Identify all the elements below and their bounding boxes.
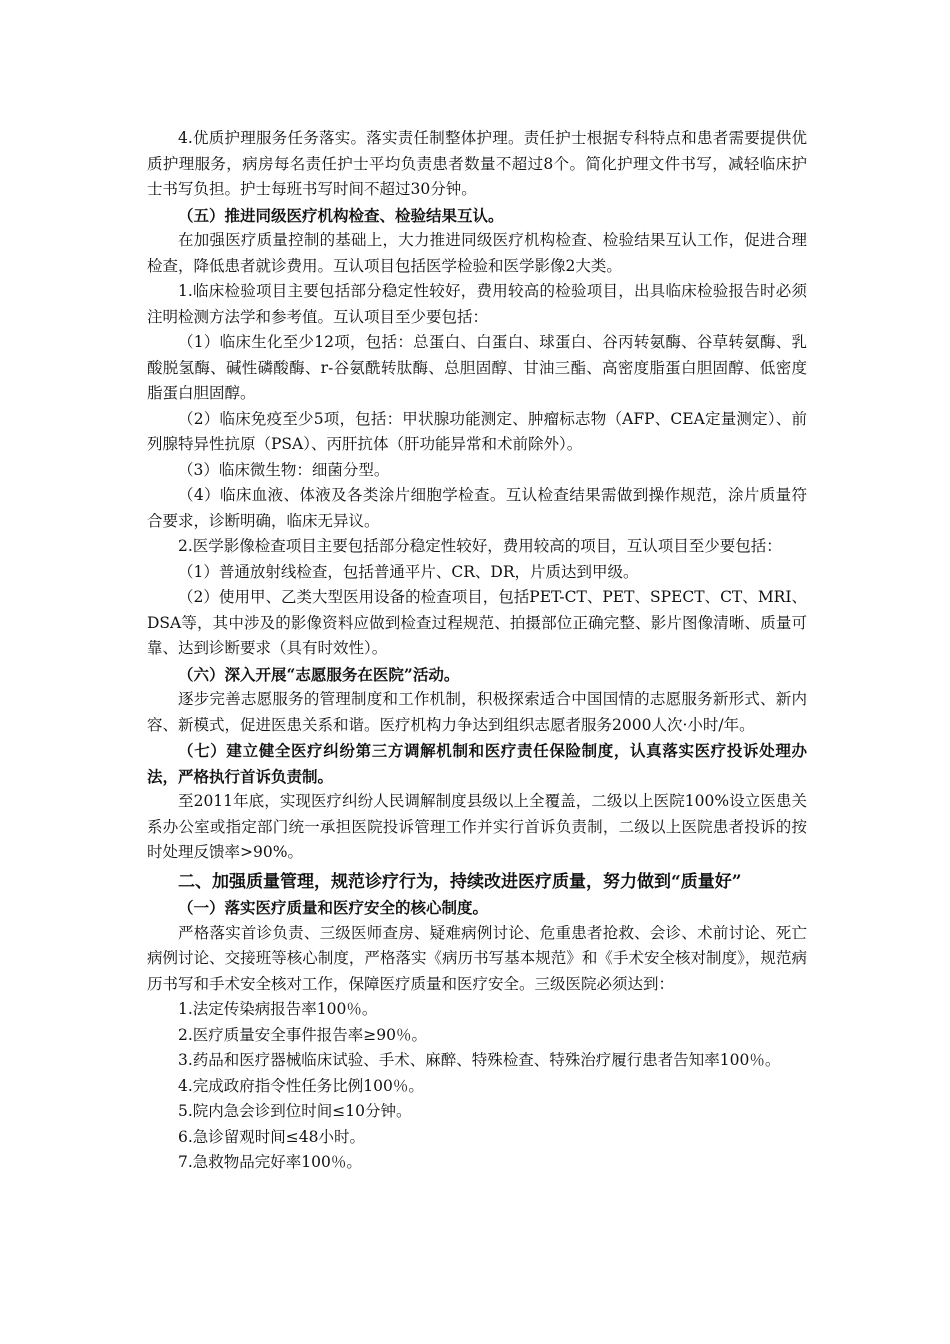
paragraph-clinical-lab-items: 1.临床检验项目主要包括部分稳定性较好，费用较高的检验项目，出具临床检验报告时必须注明检测方法学和参考值。互认项目至少要包括： — [147, 282, 807, 326]
list-item-6: 6.急诊留观时间≤48小时。 — [178, 1127, 365, 1146]
paragraph-blood-fluids: （4）临床血液、体液及各类涂片细胞学检查。互认检查结果需做到操作规范，涂片质量符合要求，诊断明确，临床无异议。 — [147, 486, 807, 530]
paragraph-microbiology: （3）临床微生物：细菌分型。 — [178, 460, 390, 479]
document-page — [147, 126, 807, 1176]
heading-section-2-1: （一）落实医疗质量和医疗安全的核心制度。 — [178, 898, 489, 917]
paragraph-core-systems: 严格落实首诊负责、三级医师查房、疑难病例讨论、危重患者抢救、会诊、术前讨论、死亡病例讨论、交接班等核心制度，严格落实《病历书写基本规范》和《手术安全核对制度》，规范病历书写和手术安全核对工作，保障医疗质量和医疗安全。三级医院必须达到： — [147, 923, 807, 993]
list-item-7: 7.急救物品完好率100％。 — [178, 1153, 362, 1171]
heading-section-6: （六）深入开展“志愿服务在医院”活动。 — [178, 664, 460, 684]
list-item-5: 5.院内急会诊到位时间≤10分钟。 — [178, 1102, 412, 1120]
paragraph-immunology: （2）临床免疫至少5项，包括：甲状腺功能测定、肿瘤标志物（AFP、CEA定量测定）、前列腺特异性抗原（PSA）、丙肝抗体（肝功能异常和术前除外）。 — [147, 409, 807, 453]
heading-section-7: （七）建立健全医疗纠纷第三方调解机制和医疗责任保险制度，认真落实医疗投诉处理办法，严格执行首诉负责制。 — [147, 741, 807, 786]
list-item-1: 1.法定传染病报告率100％。 — [178, 1000, 378, 1018]
paragraph-dispute: 至2011年底，实现医疗纠纷人民调解制度县级以上全覆盖，二级以上医院100%设立医患关系办公室或指定部门统一承担医院投诉管理工作并实行首诉负责制，二级以上医院患者投诉的按时处理反馈率>90%。 — [147, 792, 807, 861]
paragraph-nursing-service: 4.优质护理服务任务落实。落实责任制整体护理。责任护士根据专科特点和患者需要提供优质护理服务，病房每名责任护士平均负责患者数量不超过8个。简化护理文件书写，减轻临床护士书写负担。护士每班书写时间不超过30分钟。 — [147, 129, 807, 198]
heading-section-5: （五）推进同级医疗机构检查、检验结果互认。 — [178, 205, 504, 225]
paragraph-imaging-items: 2.医学影像检查项目主要包括部分稳定性较好，费用较高的项目，互认项目至少要包括： — [178, 537, 782, 555]
heading-part-2: 二、加强质量管理，规范诊疗行为，持续改进医疗质量，努力做到“质量好” — [178, 871, 742, 892]
list-item-3: 3.药品和医疗器械临床试验、手术、麻醉、特殊检查、特殊治疗履行患者告知率100％。 — [178, 1051, 781, 1069]
list-item-2: 2.医疗质量安全事件报告率≥90％。 — [178, 1025, 428, 1044]
paragraph-radiography: （1）普通放射线检查，包括普通平片、CR、DR，片质达到甲级。 — [178, 562, 639, 581]
paragraph-large-equipment: （2）使用甲、乙类大型医用设备的检查项目，包括PET-CT、PET、SPECT、CT、MRI、DSA等，其中涉及的影像资料应做到检查过程规范、拍摄部位正确完整、影片图像清晰、质量可靠、达到诊断要求（具有时效性）。 — [147, 588, 807, 657]
paragraph-biochem: （1）临床生化至少12项，包括：总蛋白、白蛋白、球蛋白、谷丙转氨酶、谷草转氨酶、乳酸脱氢酶、碱性磷酸酶、r-谷氨酰转肽酶、总胆固醇、甘油三酯、高密度脂蛋白胆固醇、低密度脂蛋白胆固醇。 — [147, 333, 807, 402]
list-item-4: 4.完成政府指令性任务比例100％。 — [178, 1076, 424, 1095]
paragraph-mutual-recognition: 在加强医疗质量控制的基础上，大力推进同级医疗机构检查、检验结果互认工作，促进合理检查，降低患者就诊费用。互认项目包括医学检验和医学影像2大类。 — [147, 231, 807, 275]
paragraph-volunteer: 逐步完善志愿服务的管理制度和工作机制，积极探索适合中国国情的志愿服务新形式、新内容、新模式，促进医患关系和谐。医疗机构力争达到组织志愿者服务2000人次·小时/年。 — [147, 690, 807, 734]
